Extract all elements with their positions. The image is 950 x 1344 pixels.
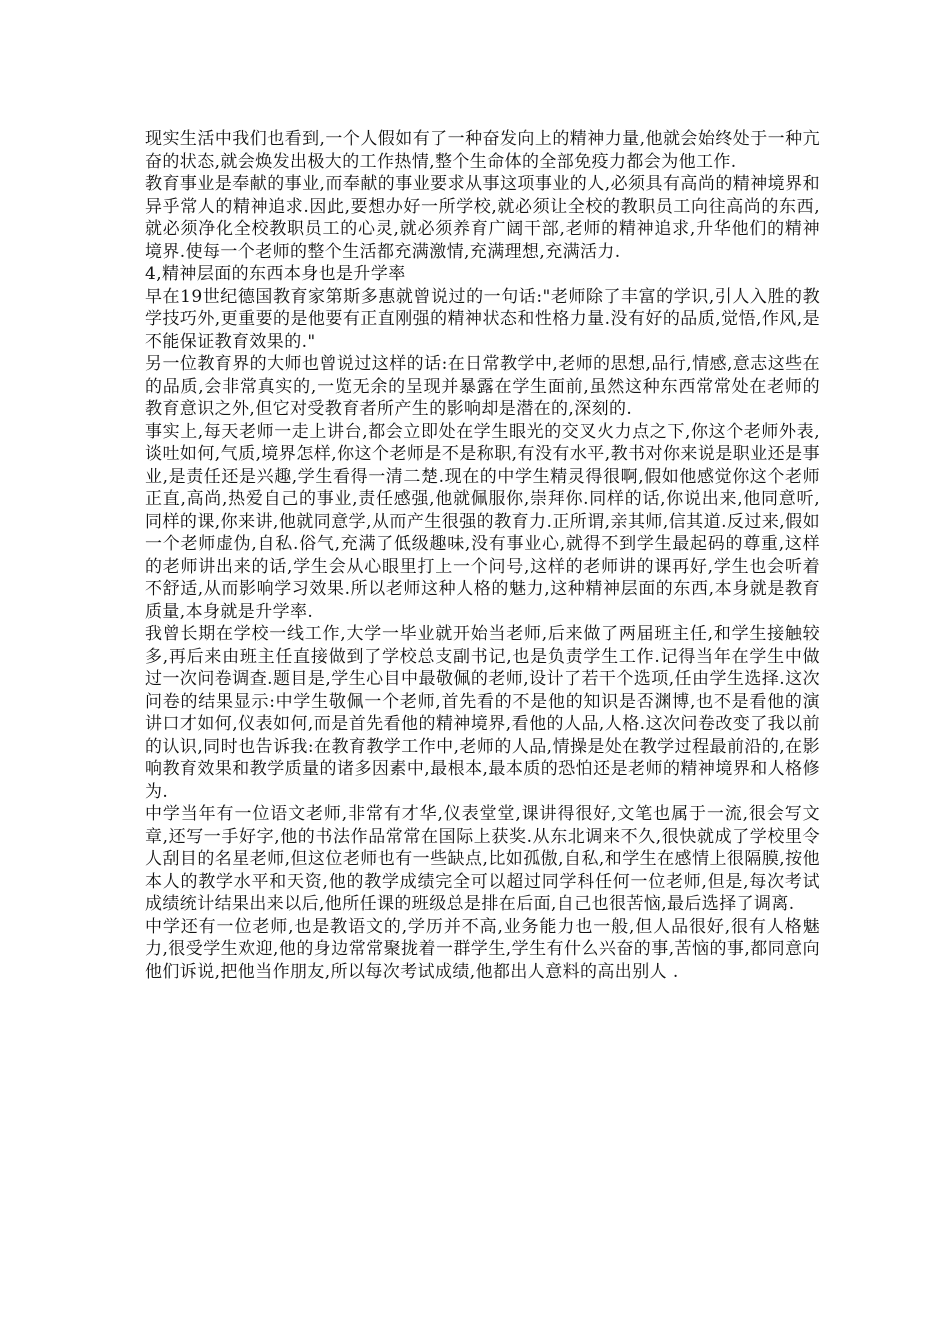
paragraph: 早在19世纪德国教育家第斯多惠就曾说过的一句话:"老师除了丰富的学识,引人入胜的教学技巧外,更重要的是他要有正直刚强的精神状态和性格力量.没有好的品质,觉悟,作风,是不能保证教育效果的." <box>145 286 820 352</box>
section-heading: 4,精神层面的东西本身也是升学率 <box>145 264 406 284</box>
paragraph: 中学还有一位老师,也是教语文的,学历并不高,业务能力也一般,但人品很好,很有人格魅力,很受学生欢迎,他的身边常常聚拢着一群学生,学生有什么兴奋的事,苦恼的事,都同意向他们诉说,把他当作朋友,所以每次考试成绩,他都出人意料的高出别人 . <box>145 916 820 982</box>
document-body <box>145 128 820 983</box>
paragraph: 事实上,每天老师一走上讲台,都会立即处在学生眼光的交叉火力点之下,你这个老师外表,谈吐如何,气质,境界怎样,你这个老师是不是称职,有没有水平,教书对你来说是职业还是事业,是责任还是兴趣,学生看得一清二楚.现在的中学生精灵得很啊,假如他感觉你这个老师正直,高尚,热爱自己的事业,责任感强,他就佩服你,崇拜你.同样的话,你说出来,他同意听,同样的课,你来讲,他就同意学,从而产生很强的教育力.正所谓,亲其师,信其道.反过来,假如一个老师虚伪,自私.俗气,充满了低级趣味,没有事业心,就得不到学生最起码的尊重,这样的老师讲出来的话,学生会从心眼里打上一个问号,这样的老师讲的课再好,学生也会听着不舒适,从而影响学习效果.所以老师这种人格的魅力,这种精神层面的东西,本身就是教育质量,本身就是升学率. <box>145 421 820 622</box>
paragraph: 现实生活中我们也看到,一个人假如有了一种奋发向上的精神力量,他就会始终处于一种亢奋的状态,就会焕发出极大的工作热情,整个生命体的全部免疫力都会为他工作. <box>145 129 820 172</box>
paragraph: 教育事业是奉献的事业,而奉献的事业要求从事这项事业的人,必须具有高尚的精神境界和异乎常人的精神追求.因此,要想办好一所学校,就必须让全校的教职员工向往高尚的东西,就必须净化全校教职员工的心灵,就必须养育广阔干部,老师的精神追求,升华他们的精神境界.使每一个老师的整个生活都充满激情,充满理想,充满活力. <box>145 174 820 262</box>
paragraph: 中学当年有一位语文老师,非常有才华,仪表堂堂,课讲得很好,文笔也属于一流,很会写文章,还写一手好字,他的书法作品常常在国际上获奖.从东北调来不久,很快就成了学校里令人刮目的名星老师,但这位老师也有一些缺点,比如孤傲,自私,和学生在感情上很隔膜,按他本人的教学水平和天资,他的教学成绩完全可以超过同学科任何一位老师,但是,每次考试成绩统计结果出来以后,他所任课的班级总是排在后面,自己也很苦恼,最后选择了调离. <box>145 804 820 914</box>
paragraph: 我曾长期在学校一线工作,大学一毕业就开始当老师,后来做了两届班主任,和学生接触较多,再后来由班主任直接做到了学校总支副书记,也是负责学生工作.记得当年在学生中做过一次问卷调查.题目是,学生心目中最敬佩的老师,设计了若干个选项,任由学生选择.这次问卷的结果显示:中学生敬佩一个老师,首先看的不是他的知识是否渊博,也不是看他的演讲口才如何,仪表如何,而是首先看他的精神境界,看他的人品,人格.这次问卷改变了我以前的认识,同时也告诉我:在教育教学工作中,老师的人品,情操是处在教学过程最前沿的,在影响教育效果和教学质量的诸多因素中,最根本,最本质的恐怕还是老师的精神境界和人格修为. <box>145 624 820 802</box>
paragraph: 另一位教育界的大师也曾说过这样的话:在日常教学中,老师的思想,品行,情感,意志这些在的品质,会非常真实的,一览无余的呈现并暴露在学生面前,虽然这种东西常常处在老师的教育意识之外,但它对受教育者所产生的影响却是潜在的,深刻的. <box>145 354 820 419</box>
